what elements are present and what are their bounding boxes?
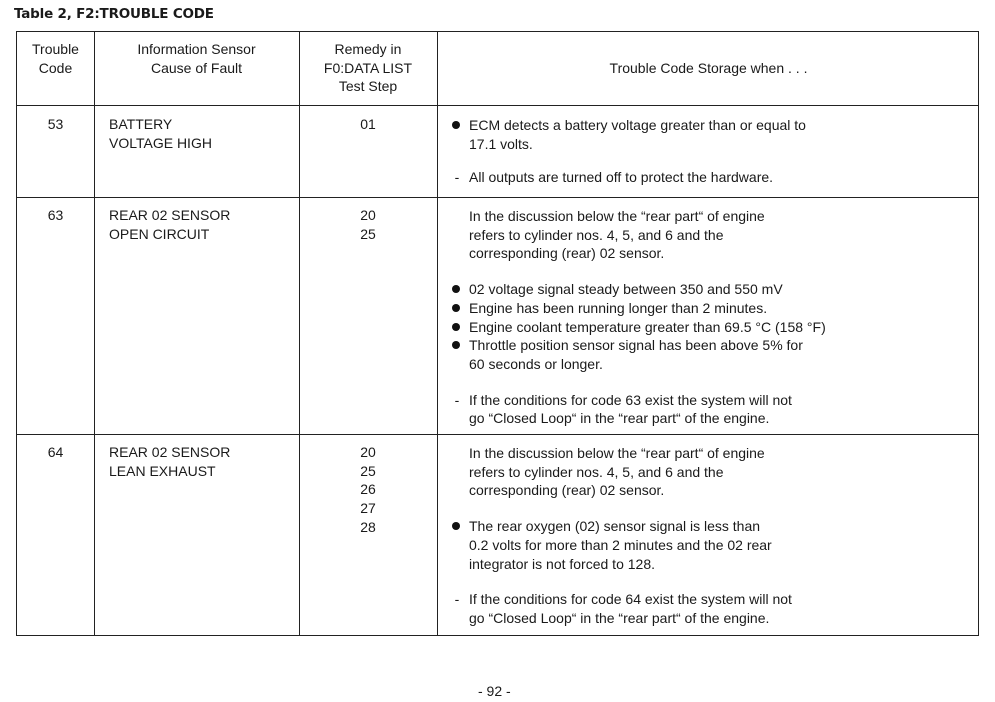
- list-item: - All outputs are turned off to protect the hardware.: [455, 168, 806, 187]
- row-divider: [17, 434, 978, 435]
- header-information-sensor: Information Sensor Cause of Fault: [137, 41, 256, 76]
- dash-icon: -: [454, 169, 460, 186]
- intro-text: In the discussion below the “rear part“ of engine refers to cylinder nos. 4, 5, and 6 and the corresponding (rear) 02 sensor.: [469, 445, 765, 499]
- list-item: - If the conditions for code 64 exist the system will not go “Closed Loop“ in the “rear part“ of the engine.: [455, 590, 792, 627]
- list-item: ECM detects a battery voltage greater than or equal to 17.1 volts.: [469, 117, 806, 152]
- table-row-code: 63: [47, 207, 64, 223]
- table-row-steps: 01: [360, 116, 376, 132]
- table-row-steps: 20 25: [360, 207, 376, 242]
- row-divider: [17, 197, 978, 198]
- list-item: 02 voltage signal steady between 350 and 550 mV: [469, 281, 783, 298]
- table-row-sensor: BATTERY VOLTAGE HIGH: [109, 116, 212, 151]
- table-row-code: 64: [47, 444, 64, 460]
- header-remedy: Remedy in F0:DATA LIST Test Step: [323, 41, 413, 95]
- header-storage-condition: Trouble Code Storage when . . .: [609, 60, 808, 76]
- list-item: - If the conditions for code 63 exist the system will not go “Closed Loop“ in the “rear part“ of the engine.: [455, 391, 826, 428]
- dash-icon: -: [454, 391, 460, 408]
- trouble-code-table: [16, 31, 979, 636]
- list-item: Throttle position sensor signal has been above 5% for 60 seconds or longer.: [469, 337, 803, 372]
- header-trouble-code: Trouble Code: [32, 41, 79, 76]
- row-divider: [17, 105, 978, 106]
- table-row-code: 53: [47, 116, 64, 132]
- page-number: - 92 -: [478, 683, 511, 699]
- intro-text: In the discussion below the “rear part“ of engine refers to cylinder nos. 4, 5, and 6 and the corresponding (rear) 02 sensor.: [469, 208, 765, 262]
- column-divider: [437, 32, 438, 635]
- dash-icon: -: [454, 591, 460, 608]
- table-row-storage: [455, 116, 806, 187]
- table-row-storage: [455, 444, 792, 628]
- table-row-storage: [455, 207, 826, 428]
- list-item: Engine has been running longer than 2 minutes.: [469, 299, 768, 316]
- table-row-steps: 20 25 26 27 28: [360, 444, 376, 535]
- page-title: Table 2, F2:TROUBLE CODE: [14, 6, 214, 22]
- list-item: Engine coolant temperature greater than 69.5 °C (158 °F): [469, 318, 826, 335]
- table-row-sensor: REAR 02 SENSOR OPEN CIRCUIT: [109, 207, 231, 242]
- list-item: The rear oxygen (02) sensor signal is less than 0.2 volts for more than 2 minutes and the 02 rear integrator is not forced to 128.: [469, 518, 772, 572]
- column-divider: [94, 32, 95, 635]
- table-row-sensor: REAR 02 SENSOR LEAN EXHAUST: [109, 444, 231, 479]
